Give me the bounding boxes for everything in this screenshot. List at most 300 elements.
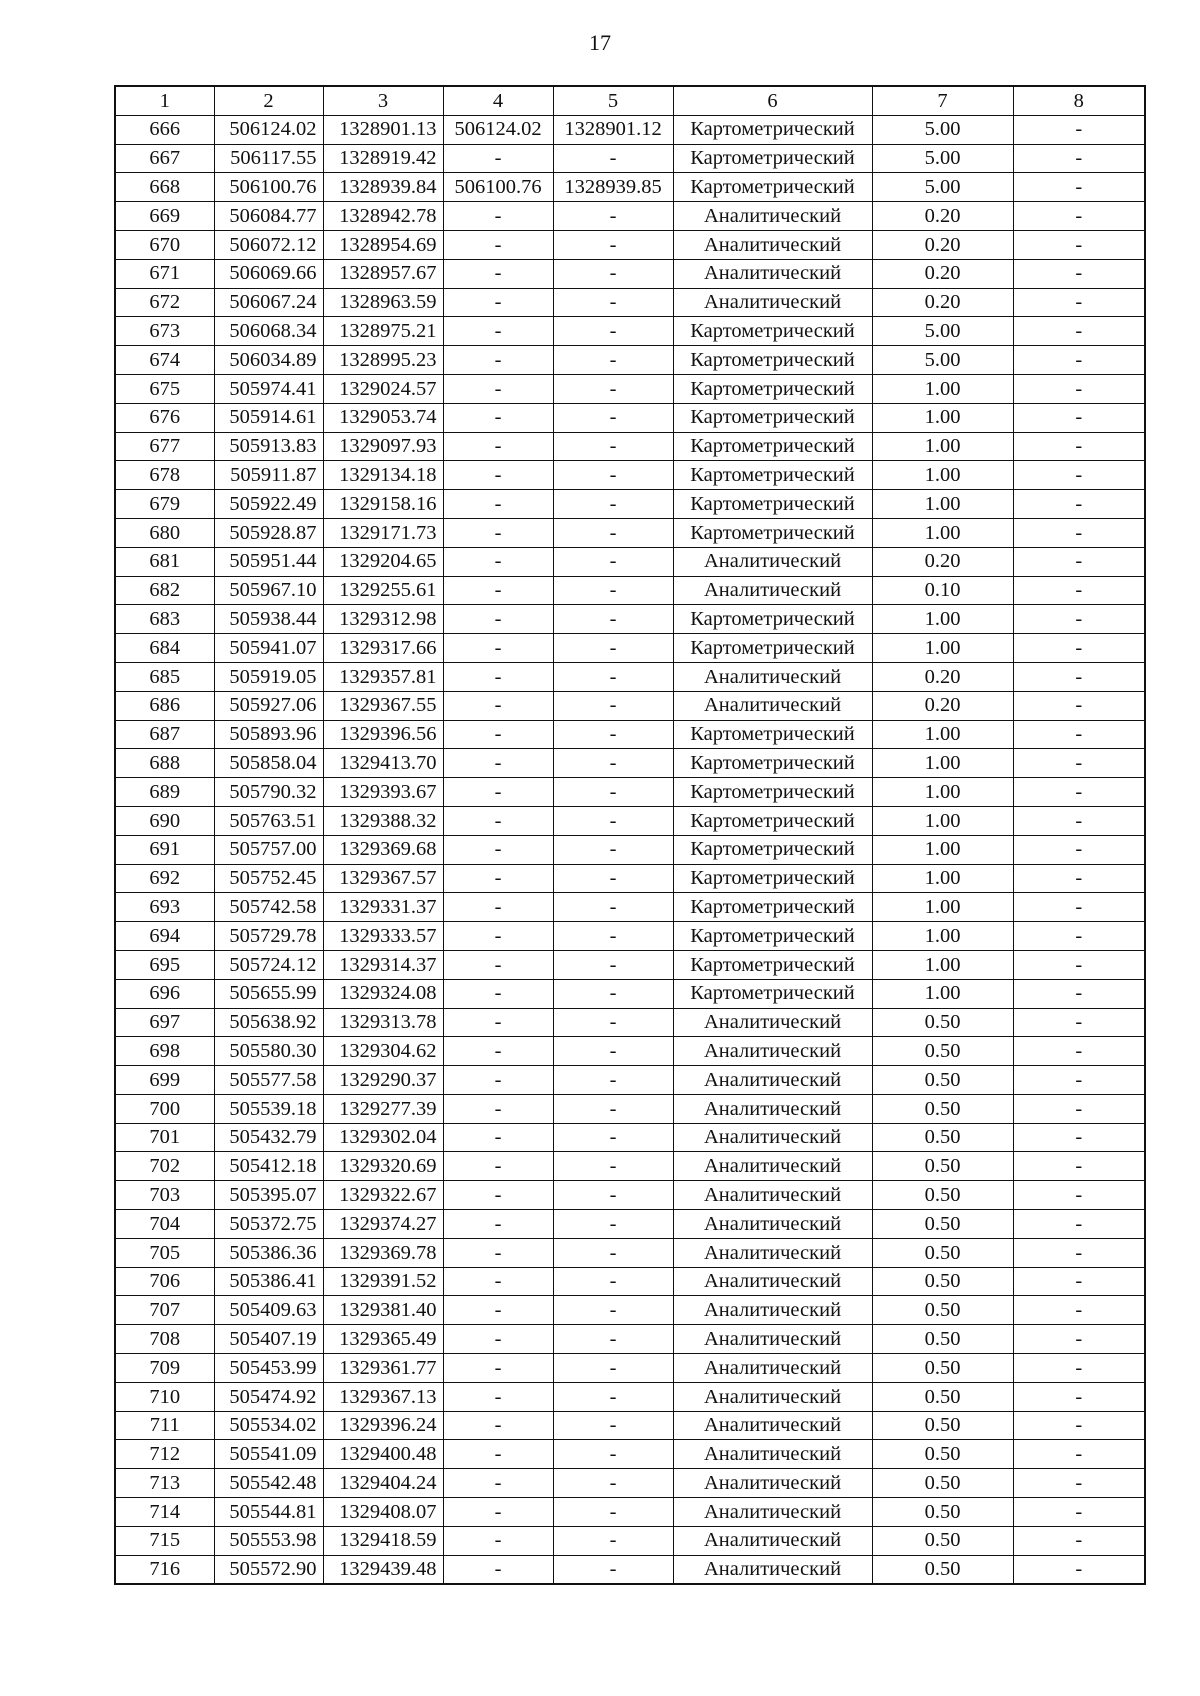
table-cell-col-2: 505474.92: [214, 1382, 323, 1411]
table-cell-col-5: -: [553, 1555, 673, 1584]
table-cell-col-1: 682: [115, 576, 214, 605]
table-cell-col-8: -: [1013, 144, 1145, 173]
table-cell-col-3: 1329313.78: [323, 1008, 443, 1037]
table-row: [115, 374, 1145, 403]
table-row: [115, 720, 1145, 749]
table-cell-col-7: 0.50: [872, 1123, 1013, 1152]
table-cell-col-2: 505534.02: [214, 1411, 323, 1440]
table-cell-col-3: 1329277.39: [323, 1094, 443, 1123]
table-cell-col-2: 505453.99: [214, 1354, 323, 1383]
table-cell-col-1: 686: [115, 691, 214, 720]
table-cell-col-1: 672: [115, 288, 214, 317]
table-cell-col-5: -: [553, 1037, 673, 1066]
table-cell-col-8: -: [1013, 950, 1145, 979]
column-header-1: 1: [115, 86, 214, 115]
table-cell-col-7: 0.50: [872, 1066, 1013, 1095]
table-cell-col-6: Картометрический: [673, 720, 872, 749]
table-cell-col-5: -: [553, 230, 673, 259]
table-cell-col-7: 1.00: [872, 720, 1013, 749]
table-cell-col-7: 0.50: [872, 1152, 1013, 1181]
table-cell-col-7: 0.50: [872, 1238, 1013, 1267]
table-cell-col-6: Аналитический: [673, 288, 872, 317]
table-cell-col-5: 1328901.12: [553, 115, 673, 144]
table-cell-col-1: 668: [115, 173, 214, 202]
table-cell-col-4: -: [443, 403, 553, 432]
table-cell-col-5: -: [553, 461, 673, 490]
table-cell-col-7: 0.20: [872, 662, 1013, 691]
table-cell-col-4: -: [443, 950, 553, 979]
table-cell-col-7: 1.00: [872, 374, 1013, 403]
table-cell-col-3: 1328942.78: [323, 202, 443, 231]
table-cell-col-1: 694: [115, 922, 214, 951]
table-cell-col-4: 506124.02: [443, 115, 553, 144]
table-row: [115, 835, 1145, 864]
table-cell-col-4: -: [443, 576, 553, 605]
table-cell-col-6: Аналитический: [673, 1094, 872, 1123]
table-cell-col-2: 505911.87: [214, 461, 323, 490]
table-cell-col-1: 701: [115, 1123, 214, 1152]
table-cell-col-2: 505922.49: [214, 490, 323, 519]
table-cell-col-2: 505432.79: [214, 1123, 323, 1152]
table-cell-col-8: -: [1013, 1382, 1145, 1411]
table-cell-col-4: -: [443, 1440, 553, 1469]
table-cell-col-3: 1329317.66: [323, 634, 443, 663]
table-cell-col-3: 1329388.32: [323, 806, 443, 835]
table-cell-col-8: -: [1013, 173, 1145, 202]
table-cell-col-7: 0.50: [872, 1325, 1013, 1354]
table-cell-col-5: -: [553, 1210, 673, 1239]
table-cell-col-7: 1.00: [872, 778, 1013, 807]
page-number: 17: [589, 30, 611, 55]
table-cell-col-1: 696: [115, 979, 214, 1008]
table-cell-col-6: Картометрический: [673, 950, 872, 979]
table-cell-col-4: -: [443, 490, 553, 519]
table-cell-col-6: Аналитический: [673, 691, 872, 720]
table-cell-col-6: Аналитический: [673, 230, 872, 259]
table-cell-col-1: 710: [115, 1382, 214, 1411]
table-cell-col-3: 1329413.70: [323, 749, 443, 778]
table-cell-col-7: 0.50: [872, 1469, 1013, 1498]
table-cell-col-4: -: [443, 806, 553, 835]
table-cell-col-1: 676: [115, 403, 214, 432]
table-cell-col-8: -: [1013, 1526, 1145, 1555]
table-row: [115, 662, 1145, 691]
table-cell-col-1: 678: [115, 461, 214, 490]
table-cell-col-3: 1329255.61: [323, 576, 443, 605]
table-cell-col-2: 505395.07: [214, 1181, 323, 1210]
table-cell-col-5: -: [553, 259, 673, 288]
table-row: [115, 115, 1145, 144]
table-body: [115, 115, 1145, 1584]
table-cell-col-7: 1.00: [872, 403, 1013, 432]
table-cell-col-7: 1.00: [872, 806, 1013, 835]
table-cell-col-3: 1329290.37: [323, 1066, 443, 1095]
table-cell-col-6: Картометрический: [673, 864, 872, 893]
table-cell-col-1: 681: [115, 547, 214, 576]
table-row: [115, 1296, 1145, 1325]
table-row: [115, 806, 1145, 835]
table-cell-col-7: 1.00: [872, 835, 1013, 864]
table-cell-col-1: 667: [115, 144, 214, 173]
table-cell-col-8: -: [1013, 835, 1145, 864]
table-row: [115, 778, 1145, 807]
table-cell-col-8: -: [1013, 1123, 1145, 1152]
table-cell-col-6: Картометрический: [673, 115, 872, 144]
table-cell-col-4: -: [443, 144, 553, 173]
table-cell-col-4: -: [443, 778, 553, 807]
table-cell-col-3: 1329367.55: [323, 691, 443, 720]
table-cell-col-6: Аналитический: [673, 1354, 872, 1383]
table-cell-col-8: -: [1013, 1411, 1145, 1440]
table-cell-col-4: -: [443, 1181, 553, 1210]
table-cell-col-7: 1.00: [872, 490, 1013, 519]
table-cell-col-5: -: [553, 662, 673, 691]
table-cell-col-5: -: [553, 864, 673, 893]
table-cell-col-4: -: [443, 259, 553, 288]
table-cell-col-7: 1.00: [872, 864, 1013, 893]
table-cell-col-8: -: [1013, 1555, 1145, 1584]
table-cell-col-2: 505539.18: [214, 1094, 323, 1123]
table-cell-col-4: -: [443, 1267, 553, 1296]
table-cell-col-8: -: [1013, 259, 1145, 288]
table-cell-col-4: -: [443, 1238, 553, 1267]
table-cell-col-1: 671: [115, 259, 214, 288]
table-row: [115, 1498, 1145, 1527]
table-cell-col-5: -: [553, 144, 673, 173]
table-cell-col-3: 1329204.65: [323, 547, 443, 576]
table-cell-col-3: 1328963.59: [323, 288, 443, 317]
table-cell-col-5: -: [553, 691, 673, 720]
table-cell-col-6: Картометрический: [673, 432, 872, 461]
table-cell-col-6: Аналитический: [673, 259, 872, 288]
table-cell-col-2: 506034.89: [214, 346, 323, 375]
table-cell-col-1: 673: [115, 317, 214, 346]
table-cell-col-3: 1329304.62: [323, 1037, 443, 1066]
table-cell-col-4: -: [443, 1296, 553, 1325]
table-cell-col-2: 505790.32: [214, 778, 323, 807]
table-cell-col-2: 505553.98: [214, 1526, 323, 1555]
table-cell-col-1: 697: [115, 1008, 214, 1037]
table-cell-col-6: Аналитический: [673, 576, 872, 605]
table-cell-col-6: Картометрический: [673, 749, 872, 778]
table-row: [115, 1411, 1145, 1440]
table-cell-col-4: -: [443, 893, 553, 922]
table-cell-col-6: Картометрический: [673, 173, 872, 202]
table-cell-col-7: 0.50: [872, 1037, 1013, 1066]
table-row: [115, 432, 1145, 461]
table-cell-col-7: 1.00: [872, 922, 1013, 951]
table-cell-col-3: 1329302.04: [323, 1123, 443, 1152]
table-cell-col-6: Аналитический: [673, 662, 872, 691]
table-cell-col-8: -: [1013, 1238, 1145, 1267]
table-cell-col-5: -: [553, 720, 673, 749]
table-header-row: [115, 86, 1145, 115]
table-cell-col-2: 505638.92: [214, 1008, 323, 1037]
table-cell-col-6: Картометрический: [673, 403, 872, 432]
table-cell-col-5: -: [553, 1152, 673, 1181]
table-cell-col-5: -: [553, 749, 673, 778]
column-header-3: 3: [323, 86, 443, 115]
table-cell-col-7: 1.00: [872, 634, 1013, 663]
table-cell-col-3: 1328957.67: [323, 259, 443, 288]
table-cell-col-6: Картометрический: [673, 461, 872, 490]
table-cell-col-7: 0.50: [872, 1296, 1013, 1325]
table-cell-col-3: 1329418.59: [323, 1526, 443, 1555]
table-cell-col-6: Аналитический: [673, 1267, 872, 1296]
table-cell-col-3: 1329158.16: [323, 490, 443, 519]
table-cell-col-2: 505974.41: [214, 374, 323, 403]
table-cell-col-2: 506068.34: [214, 317, 323, 346]
table-cell-col-3: 1329024.57: [323, 374, 443, 403]
table-cell-col-6: Аналитический: [673, 202, 872, 231]
table-cell-col-7: 1.00: [872, 979, 1013, 1008]
table-cell-col-1: 669: [115, 202, 214, 231]
table-cell-col-4: -: [443, 518, 553, 547]
table-cell-col-7: 0.50: [872, 1440, 1013, 1469]
table-cell-col-4: -: [443, 605, 553, 634]
table-cell-col-6: Картометрический: [673, 490, 872, 519]
table-cell-col-6: Аналитический: [673, 1325, 872, 1354]
table-row: [115, 403, 1145, 432]
table-cell-col-6: Картометрический: [673, 979, 872, 1008]
table-cell-col-3: 1329320.69: [323, 1152, 443, 1181]
table-cell-col-4: -: [443, 1469, 553, 1498]
table-cell-col-7: 0.20: [872, 691, 1013, 720]
table-cell-col-8: -: [1013, 518, 1145, 547]
table-cell-col-6: Картометрический: [673, 806, 872, 835]
table-cell-col-2: 506100.76: [214, 173, 323, 202]
table-cell-col-5: -: [553, 1066, 673, 1095]
table-cell-col-8: -: [1013, 403, 1145, 432]
table-cell-col-3: 1328975.21: [323, 317, 443, 346]
table-cell-col-4: -: [443, 1210, 553, 1239]
table-cell-col-1: 706: [115, 1267, 214, 1296]
table-row: [115, 1008, 1145, 1037]
table-cell-col-8: -: [1013, 1094, 1145, 1123]
table-cell-col-4: -: [443, 346, 553, 375]
table-cell-col-4: -: [443, 979, 553, 1008]
table-cell-col-1: 692: [115, 864, 214, 893]
table-cell-col-5: -: [553, 979, 673, 1008]
table-cell-col-5: -: [553, 1526, 673, 1555]
table-cell-col-5: -: [553, 202, 673, 231]
table-cell-col-6: Аналитический: [673, 1411, 872, 1440]
table-row: [115, 259, 1145, 288]
table-cell-col-6: Аналитический: [673, 1296, 872, 1325]
table-cell-col-8: -: [1013, 461, 1145, 490]
table-cell-col-3: 1329374.27: [323, 1210, 443, 1239]
table-cell-col-4: -: [443, 634, 553, 663]
table-cell-col-3: 1329312.98: [323, 605, 443, 634]
table-row: [115, 317, 1145, 346]
table-cell-col-7: 1.00: [872, 461, 1013, 490]
table-cell-col-8: -: [1013, 720, 1145, 749]
table-row: [115, 490, 1145, 519]
table-cell-col-8: -: [1013, 605, 1145, 634]
table-cell-col-4: -: [443, 202, 553, 231]
table-cell-col-3: 1329391.52: [323, 1267, 443, 1296]
table-cell-col-1: 709: [115, 1354, 214, 1383]
table-cell-col-2: 505919.05: [214, 662, 323, 691]
table-cell-col-1: 693: [115, 893, 214, 922]
table-cell-col-5: -: [553, 806, 673, 835]
table-cell-col-6: Картометрический: [673, 317, 872, 346]
table-cell-col-1: 683: [115, 605, 214, 634]
table-cell-col-2: 505928.87: [214, 518, 323, 547]
table-cell-col-6: Аналитический: [673, 1526, 872, 1555]
table-row: [115, 576, 1145, 605]
table-cell-col-1: 712: [115, 1440, 214, 1469]
table-row: [115, 1181, 1145, 1210]
table-cell-col-2: 505967.10: [214, 576, 323, 605]
table-cell-col-8: -: [1013, 806, 1145, 835]
table-cell-col-1: 705: [115, 1238, 214, 1267]
table-cell-col-4: -: [443, 1123, 553, 1152]
table-cell-col-8: -: [1013, 317, 1145, 346]
coordinates-table: [114, 85, 1146, 1585]
table-cell-col-4: -: [443, 1498, 553, 1527]
table-cell-col-2: 505757.00: [214, 835, 323, 864]
table-cell-col-2: 506069.66: [214, 259, 323, 288]
table-cell-col-2: 505763.51: [214, 806, 323, 835]
table-cell-col-7: 0.50: [872, 1008, 1013, 1037]
table-cell-col-6: Аналитический: [673, 1123, 872, 1152]
table-cell-col-4: -: [443, 835, 553, 864]
table-cell-col-2: 505941.07: [214, 634, 323, 663]
table-cell-col-8: -: [1013, 346, 1145, 375]
table-cell-col-1: 685: [115, 662, 214, 691]
table-cell-col-7: 0.20: [872, 547, 1013, 576]
table-row: [115, 288, 1145, 317]
table-cell-col-6: Аналитический: [673, 1382, 872, 1411]
table-cell-col-5: -: [553, 1498, 673, 1527]
table-cell-col-8: -: [1013, 1440, 1145, 1469]
table-cell-col-5: -: [553, 1296, 673, 1325]
table-cell-col-6: Картометрический: [673, 374, 872, 403]
table-cell-col-6: Картометрический: [673, 922, 872, 951]
table-cell-col-1: 674: [115, 346, 214, 375]
table-cell-col-7: 0.50: [872, 1267, 1013, 1296]
table-cell-col-6: Аналитический: [673, 1152, 872, 1181]
table-cell-col-2: 505544.81: [214, 1498, 323, 1527]
table-cell-col-3: 1329361.77: [323, 1354, 443, 1383]
table-cell-col-5: -: [553, 490, 673, 519]
table-cell-col-3: 1329357.81: [323, 662, 443, 691]
table-cell-col-8: -: [1013, 230, 1145, 259]
table-cell-col-8: -: [1013, 922, 1145, 951]
table-cell-col-8: -: [1013, 547, 1145, 576]
table-cell-col-8: -: [1013, 576, 1145, 605]
table-cell-col-1: 691: [115, 835, 214, 864]
table-row: [115, 461, 1145, 490]
table-cell-col-3: 1329365.49: [323, 1325, 443, 1354]
table-cell-col-5: -: [553, 1411, 673, 1440]
table-cell-col-3: 1329404.24: [323, 1469, 443, 1498]
table-cell-col-7: 0.20: [872, 202, 1013, 231]
table-cell-col-2: 505542.48: [214, 1469, 323, 1498]
table-cell-col-7: 0.10: [872, 576, 1013, 605]
table-cell-col-4: -: [443, 1066, 553, 1095]
table-cell-col-4: -: [443, 288, 553, 317]
table-cell-col-3: 1329333.57: [323, 922, 443, 951]
table-cell-col-4: -: [443, 922, 553, 951]
table-cell-col-8: -: [1013, 1325, 1145, 1354]
table-cell-col-6: Аналитический: [673, 1210, 872, 1239]
table-cell-col-7: 0.50: [872, 1526, 1013, 1555]
table-cell-col-8: -: [1013, 1152, 1145, 1181]
table-cell-col-1: 704: [115, 1210, 214, 1239]
table-cell-col-8: -: [1013, 662, 1145, 691]
table-cell-col-3: 1329134.18: [323, 461, 443, 490]
table-cell-col-6: Аналитический: [673, 1469, 872, 1498]
table-cell-col-8: -: [1013, 1469, 1145, 1498]
table-cell-col-2: 505913.83: [214, 432, 323, 461]
table-cell-col-1: 688: [115, 749, 214, 778]
table-row: [115, 1267, 1145, 1296]
table-cell-col-7: 1.00: [872, 518, 1013, 547]
column-header-8: 8: [1013, 86, 1145, 115]
table-row: [115, 605, 1145, 634]
table-row: [115, 547, 1145, 576]
table-cell-col-2: 506067.24: [214, 288, 323, 317]
column-header-6: 6: [673, 86, 872, 115]
table-cell-col-5: -: [553, 576, 673, 605]
table-cell-col-6: Картометрический: [673, 835, 872, 864]
table-row: [115, 1555, 1145, 1584]
table-cell-col-6: Аналитический: [673, 1008, 872, 1037]
table-cell-col-5: -: [553, 1181, 673, 1210]
table-cell-col-5: -: [553, 1123, 673, 1152]
table-cell-col-7: 5.00: [872, 346, 1013, 375]
table-row: [115, 950, 1145, 979]
table-cell-col-5: -: [553, 1382, 673, 1411]
table-cell-col-2: 505372.75: [214, 1210, 323, 1239]
table-cell-col-3: 1329408.07: [323, 1498, 443, 1527]
table-cell-col-3: 1329324.08: [323, 979, 443, 1008]
table-cell-col-5: -: [553, 403, 673, 432]
table-cell-col-7: 1.00: [872, 950, 1013, 979]
table-cell-col-8: -: [1013, 691, 1145, 720]
table-cell-col-2: 506072.12: [214, 230, 323, 259]
table-cell-col-7: 1.00: [872, 432, 1013, 461]
table-cell-col-2: 505914.61: [214, 403, 323, 432]
column-header-2: 2: [214, 86, 323, 115]
table-cell-col-3: 1328954.69: [323, 230, 443, 259]
table-cell-col-1: 698: [115, 1037, 214, 1066]
table-row: [115, 1440, 1145, 1469]
table-cell-col-8: -: [1013, 115, 1145, 144]
table-cell-col-6: Аналитический: [673, 1498, 872, 1527]
table-cell-col-3: 1329171.73: [323, 518, 443, 547]
table-cell-col-2: 506117.55: [214, 144, 323, 173]
table-cell-col-1: 687: [115, 720, 214, 749]
table-cell-col-7: 0.20: [872, 288, 1013, 317]
table-cell-col-2: 505729.78: [214, 922, 323, 951]
table-cell-col-8: -: [1013, 778, 1145, 807]
table-cell-col-4: -: [443, 230, 553, 259]
table-cell-col-4: -: [443, 1094, 553, 1123]
table-row: [115, 1037, 1145, 1066]
table-cell-col-6: Аналитический: [673, 1440, 872, 1469]
table-cell-col-5: -: [553, 1238, 673, 1267]
table-row: [115, 144, 1145, 173]
table-cell-col-6: Картометрический: [673, 605, 872, 634]
table-cell-col-6: Картометрический: [673, 518, 872, 547]
table-cell-col-8: -: [1013, 1210, 1145, 1239]
table-cell-col-6: Аналитический: [673, 1066, 872, 1095]
table-cell-col-7: 0.20: [872, 230, 1013, 259]
table-cell-col-6: Аналитический: [673, 1181, 872, 1210]
